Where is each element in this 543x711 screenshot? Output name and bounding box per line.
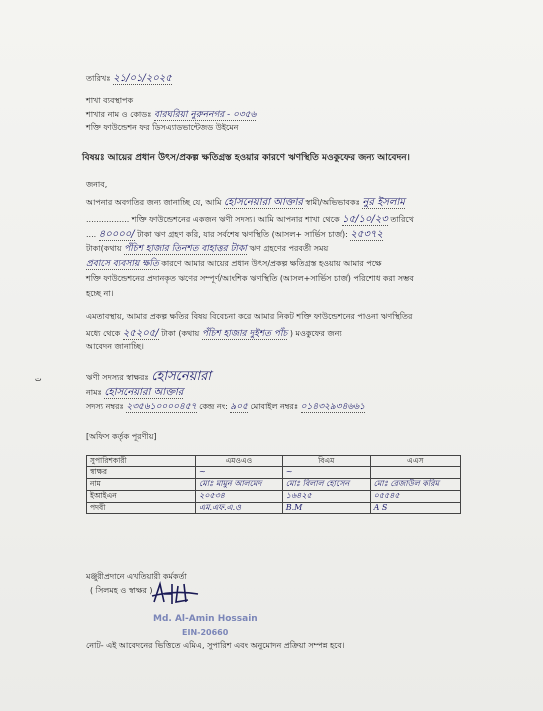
waiver-words-hand: পঁচিশ হাজার দুইশত পাঁচ (201, 329, 288, 339)
table-cell: এম.এফ.এ.ও (196, 502, 283, 514)
table-header-row (87, 456, 461, 467)
balance-hand: ২৫৩৭২ (350, 229, 383, 240)
approver-line-2: ( সিলমহ ও স্বাক্ষর ) (90, 586, 153, 595)
subject-label: বিষয়ঃ (82, 153, 105, 163)
member-signature: হোসনেয়ারা (151, 369, 212, 384)
body-line-4 (86, 243, 328, 255)
table-header: সুপারিশকারী (87, 456, 196, 467)
reason-hand: প্রবাসে ব্যবসায় ক্ষতি (86, 259, 159, 269)
date-line (86, 72, 172, 86)
body-line-9 (86, 327, 342, 341)
member-name-hand: হোসনেয়ারা আক্তার (223, 197, 303, 208)
waiver-amount-hand: ২৫২০৫/ (122, 328, 159, 339)
office-heading: [অফিস কর্তৃক পূরণীয়] (86, 432, 157, 441)
salutation: জনাব, (86, 180, 108, 189)
signature-cell (370, 467, 460, 479)
body-line-7: হচ্ছে না। (86, 289, 114, 298)
table-row (87, 478, 461, 490)
p1-text-h: কারণে আমার আয়ের প্রধান উৎস/প্রকল্প ক্ষতিগ্রস্ত হওয়ায় আমার পক্ষে (161, 259, 382, 268)
signature-cell: ~ (282, 467, 370, 479)
branch-line (86, 109, 256, 121)
member-sig-line (86, 368, 211, 386)
body-line-5 (86, 258, 381, 270)
row-label: পদবী (87, 502, 196, 514)
p1-text-a: আপনার অবগতির জন্য জানাচ্ছি যে, আমি (86, 198, 222, 207)
body-line-2: ................. শক্তি ফাউন্ডেশনের একজন ঋণী সদস্য। আমি আপনার শাখা থেকে ১৫/১০/২৩ তারিখে (86, 214, 414, 225)
member-no-value: ২৩৫৬১০০০০৪৫৭ (126, 402, 197, 412)
branch-label: শাখার নাম ও কোডঃ (86, 110, 152, 119)
p2-text-b: মধ্যে থেকে (86, 329, 121, 338)
subject-text: আয়ের প্রধান উৎস/প্রকল্প ক্ষতিগ্রস্ত হওয়ার কারণে ঋণস্থিতি মওকুফের জন্য আবেদন। (107, 153, 410, 163)
p1-text-e: টাকা ঋণ গ্রহণ করি, যার সর্বশেষ ঋণস্থিতি (আসল+ সার্ভিস চার্জ): (137, 230, 348, 239)
approver-signature (150, 580, 200, 608)
loan-amount-hand: ৪০০০০/ (98, 229, 135, 240)
member-name-line (86, 386, 183, 400)
signature-cell: ~ (196, 467, 283, 479)
body-line-8: এমতাবস্থায়, আমার প্রকল্প ক্ষতির বিষয় বিবেচনা করে আমার নিকট শক্তি ফাউন্ডেশনের পাওনা ঋণস্থিতির (86, 312, 413, 321)
p1-text-g: ঋণ গ্রহণের পরবর্তী সময় (249, 244, 329, 253)
p2-text-c: টাকা (কথায় (161, 329, 200, 338)
branch-value: বারঘরিয়া নুরুননগর - ০৩৫৬ (153, 110, 257, 120)
recommendation-table (86, 455, 461, 514)
p1-text-f: টাকা(কথায় (86, 244, 122, 253)
stamp-ein: EIN-20660 (182, 628, 229, 637)
table-cell: মোঃ রেজাউল করিম (370, 478, 460, 490)
balance-words-hand: পঁচিশ হাজার তিনশত বাহাত্তর টাকা (124, 244, 247, 254)
table-cell: B.M (282, 502, 370, 514)
body-line-1 (86, 196, 405, 210)
table-cell: মোঃ বিলাল হোসেন (282, 478, 370, 490)
footer-note: নোট- এই আবেদনের ভিত্তিতে এমিএ, সুপারিশ এবং অনুমোদন প্রক্রিয়া সম্পন্ন হবে। (86, 641, 345, 650)
row-label: ইআইএন (87, 490, 196, 502)
table-cell: A S (370, 502, 460, 514)
p2-text-d: ) মওকুফের জন্য (289, 329, 342, 338)
center-label: কেন্দ্র নং: (199, 402, 228, 411)
table-cell: মোঃ মামুন আলমেদ (196, 478, 283, 490)
table-header: বিএম (282, 456, 370, 467)
mobile-label: মোবাইল নম্বরঃ (250, 402, 299, 411)
member-sig-label: ঋণী সদস্যর স্বাক্ষরঃ (86, 373, 149, 382)
margin-mark: ت (35, 375, 42, 383)
member-number-line (86, 401, 365, 413)
row-label: নাম (87, 478, 196, 490)
p1-text-c: শক্তি ফাউন্ডেশনের একজন ঋণী সদস্য। আমি আপনার শাখা থেকে (131, 215, 340, 224)
table-cell: ২০৫৩৪ (196, 490, 283, 502)
body-line-6: শক্তি ফাউন্ডেশনের প্রদানকৃত ঋণের সম্পূর্ণ/আংশিক ঋণস্থিতি (আসল+সার্ভিস চার্জ) পরিশোধ করা সম্ভব (86, 274, 414, 283)
table-header: এমওএও (196, 456, 283, 467)
mobile-value: ০১৪৩২৯৩৪৬৬১ (300, 402, 365, 412)
to-line: শাখা ব্যবস্থাপক (86, 96, 134, 105)
date-label: তারিখঃ (86, 74, 111, 83)
p1-text-b: স্বামী/অভিভাবকঃ (305, 198, 360, 207)
org-line: শক্তি ফাউন্ডেশন ফর ডিসএ্যাডভান্টেজড উইমেন (86, 123, 239, 132)
guardian-name-hand: নুর ইসলাম (362, 197, 405, 208)
table-cell: ০৫৫৪৫ (370, 490, 460, 502)
member-name-value: হোসনেয়ারা আক্তার (104, 387, 184, 398)
loan-date-hand: ১৫/১০/২৩ (342, 214, 388, 225)
row-label: স্বাক্ষর (87, 467, 196, 479)
center-value: ৯০৫ (230, 402, 248, 412)
table-row (87, 490, 461, 502)
table-row (87, 502, 461, 514)
table-cell: ১৬৪২৫ (282, 490, 370, 502)
body-line-10: আবেদন জানাচ্ছি। (86, 342, 144, 351)
stamp-name: Md. Al-Amin Hossain (153, 614, 258, 624)
body-line-3: .... ৪০০০০/ টাকা ঋণ গ্রহণ করি, যার সর্বশেষ ঋণস্থিতি (আসল+ সার্ভিস চার্জ): ২৫৩৭২ (86, 229, 383, 240)
table-header: এএস (370, 456, 460, 467)
member-no-label: সদস্য নম্বরঃ (86, 402, 124, 411)
p1-text-d: তারিখে (390, 215, 414, 224)
member-name-label: নামঃ (86, 388, 102, 397)
approver-line-1: মঞ্জুরীপ্রদানে এখতিয়ারী কর্মকর্তা (86, 572, 187, 581)
table-row (87, 467, 461, 479)
date-value: ২১/০১/২০২৫ (113, 73, 172, 84)
subject-line (82, 152, 410, 164)
